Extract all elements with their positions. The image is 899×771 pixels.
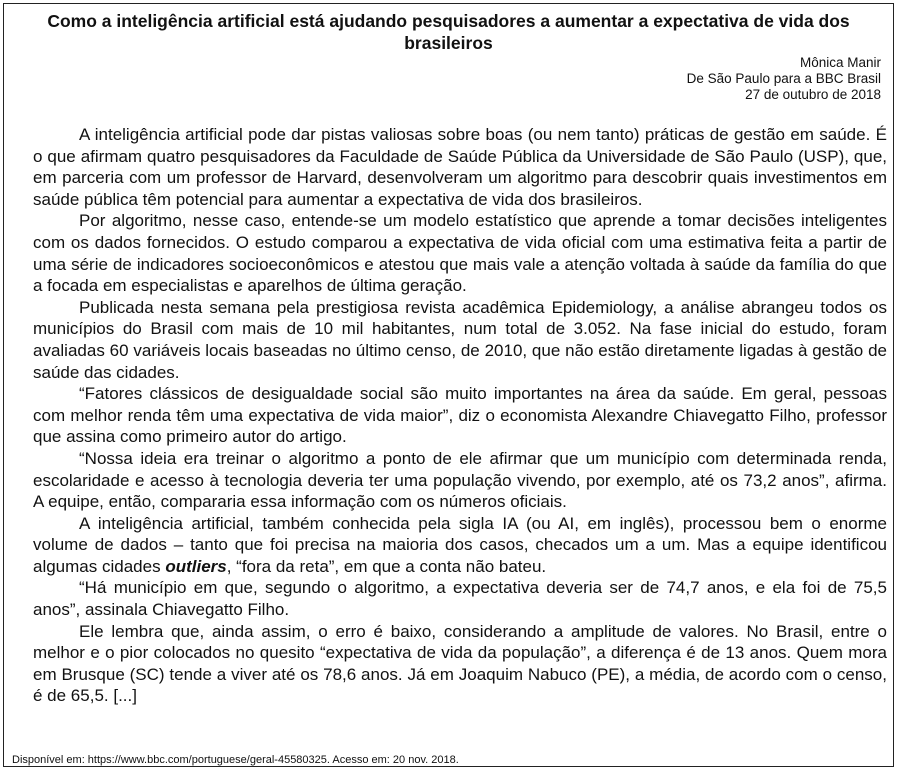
paragraph-6-text-after: , “fora da reta”, em que a conta não bateu.: [226, 556, 547, 576]
paragraph-6-text-before: A inteligência artificial, também conhecida pela sigla IA (ou AI, em inglês), processou bem o enorme volume de dados – tanto que foi precisa na maioria dos casos, checados um a um. Mas a equipe identificou algumas cidades: [33, 513, 887, 576]
source-citation: Disponível em: https://www.bbc.com/portuguese/geral-45580325. Acesso em: 20 nov. 2018.: [12, 754, 459, 766]
paragraph-2: Por algoritmo, nesse caso, entende-se um modelo estatístico que aprende a tomar decisões inteligentes com os dados fornecidos. O estudo comparou a expectativa de vida oficial com uma estimativa feita a partir de uma série de indicadores socioeconômicos e atestou que mais vale a atenção voltada à saúde da família do que a focada em especialistas e aparelhos de última geração.: [33, 211, 887, 296]
paragraph-7: “Há município em que, segundo o algoritmo, a expectativa deveria ser de 74,7 anos, e ela foi de 75,5 anos”, assinala Chiavegatto Filho.: [33, 578, 887, 620]
paragraph-6: [33, 513, 887, 578]
paragraph-3: Publicada nesta semana pela prestigiosa revista acadêmica Epidemiology, a análise abrangeu todos os municípios do Brasil com mais de 10 mil habitantes, num total de 3.052. Na fase inicial do estudo, foram avaliadas 60 variáveis locais baseadas no último censo, de 2010, que não estão diretamente ligadas à gestão de saúde das cidades.: [33, 297, 887, 382]
paragraph-8: Ele lembra que, ainda assim, o erro é baixo, considerando a amplitude de valores. No Brasil, entre o melhor e o pior colocados no quesito “expectativa de vida da população”, a diferença é de 13 anos. Quem mora em Brusque (SC) tende a viver até os 78,6 anos. Já em Joaquim Nabuco (PE), a média, de acordo com o censo, é de 65,5. [...]: [33, 621, 887, 706]
paragraph-6-emphasis: outliers: [165, 556, 227, 576]
paragraph-5: “Nossa ideia era treinar o algoritmo a ponto de ele afirmar que um município com determinada renda, escolaridade e acesso à tecnologia deveria ter uma população vivendo, por exemplo, até os 73,2 anos”, afirma. A equipe, então, compararia essa informação com os números oficiais.: [33, 448, 887, 512]
paragraph-1: A inteligência artificial pode dar pistas valiosas sobre boas (ou nem tanto) práticas de gestão em saúde. É o que afirmam quatro pesquisadores da Faculdade de Saúde Pública da Universidade de São Paulo (USP), que, em parceria com um professor de Harvard, desenvolveram um algoritmo para descobrir quais investimentos em saúde pública têm potencial para aumentar a expectativa de vida dos brasileiros.: [33, 125, 887, 209]
article-body: [33, 124, 887, 707]
article-title: Como a inteligência artificial está ajudando pesquisadores a aumentar a expectativa de vida dos brasileiros: [47, 11, 850, 53]
article-frame: [3, 3, 894, 767]
author-location: De São Paulo para a BBC Brasil: [686, 71, 881, 86]
paragraph-4: “Fatores clássicos de desigualdade social são muito importantes na área da saúde. Em geral, pessoas com melhor renda têm uma expectativa de vida maior”, diz o economista Alexandre Chiavegatto Filho, professor que assina como primeiro autor do artigo.: [33, 384, 887, 447]
byline: [687, 55, 881, 103]
author-name: Mônica Manir: [799, 55, 881, 70]
publication-date: 27 de outubro de 2018: [745, 87, 881, 102]
